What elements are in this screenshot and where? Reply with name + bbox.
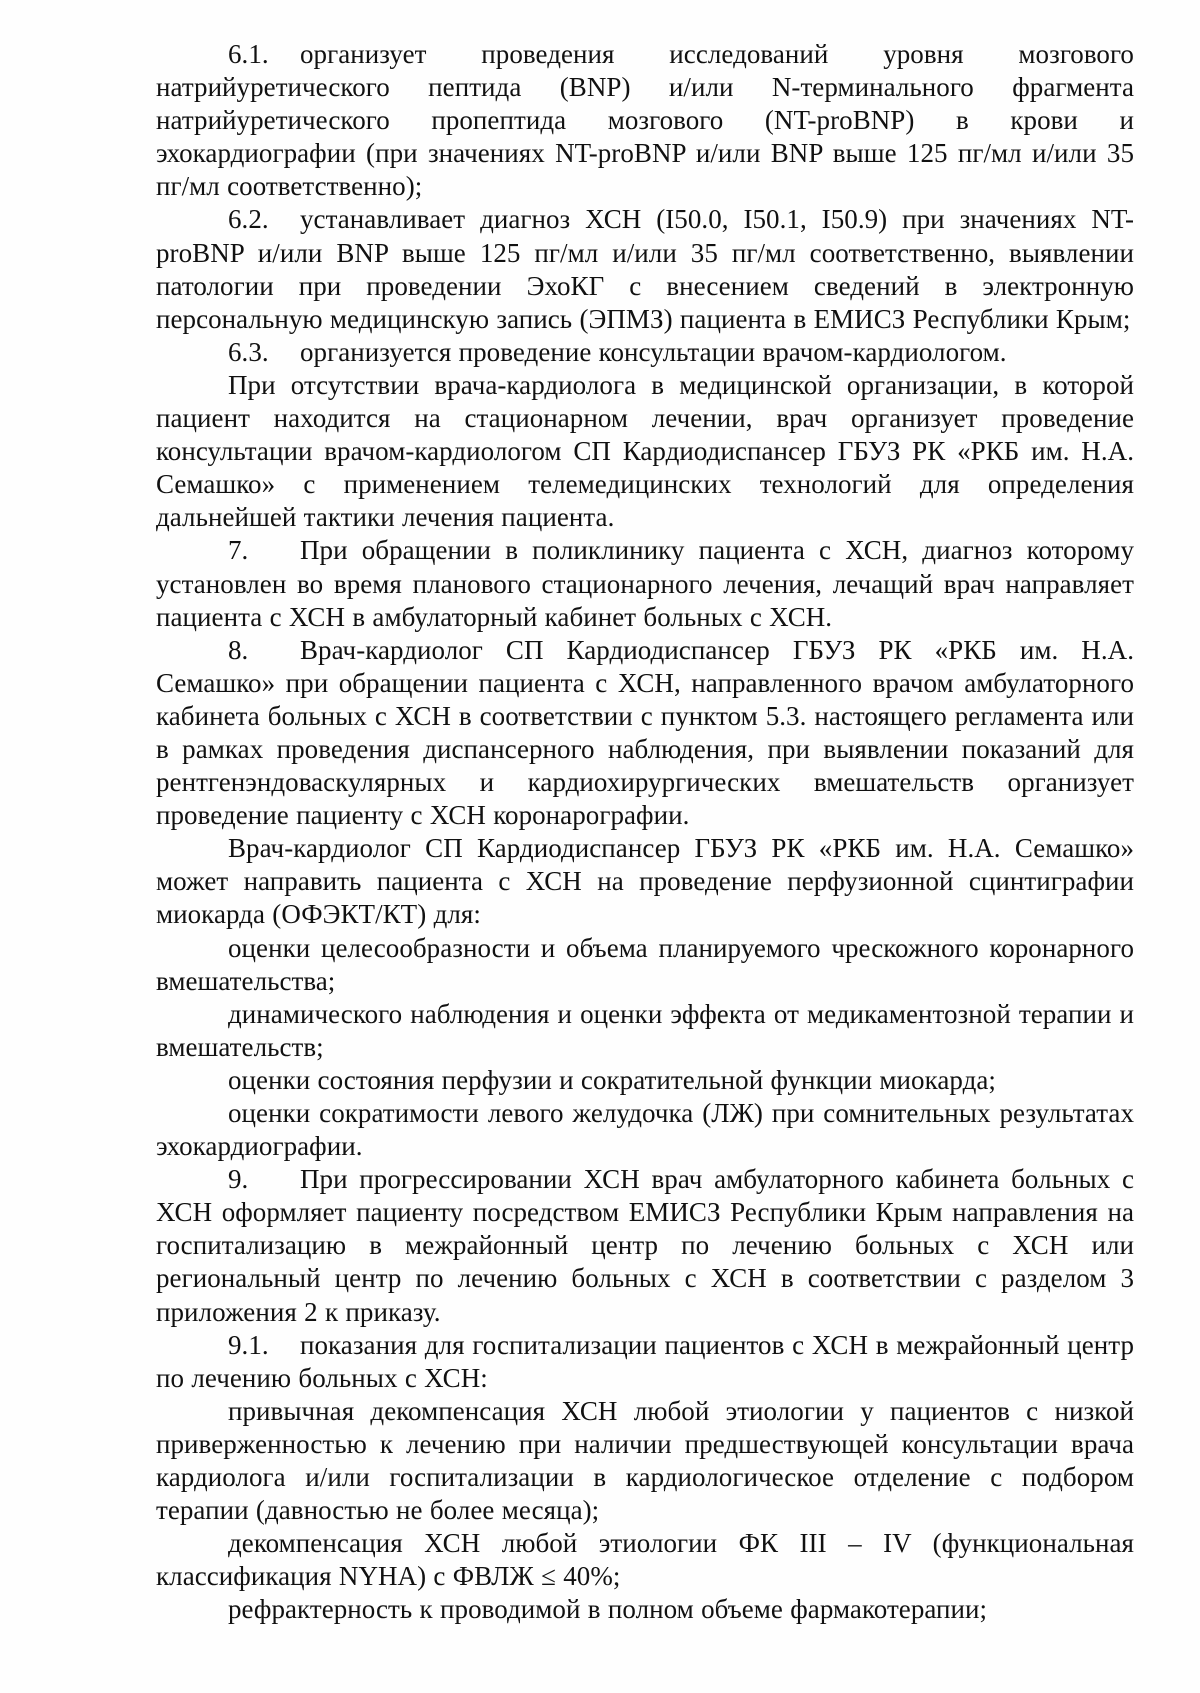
paragraph-7 (156, 534, 1134, 633)
paragraph-9-1 (156, 1329, 1134, 1395)
paragraph-8 (156, 634, 1134, 833)
paragraph-number: 6.2. (228, 204, 269, 235)
paragraph-text: организует проведения исследований уровня мозгового натрийуретического пептида (BNP) и/или N-терминального фрагмента натрийуретического пропептида мозгового (NT-proBNP) в крови и эхокардиографии (при значениях NT-proBNP и/или BNP выше 125 пг/мл и/или 35 пг/мл соответственно); (156, 39, 1134, 202)
paragraph-number: 6.1. (228, 39, 269, 69)
paragraph-number: 9.1. (228, 1329, 269, 1360)
paragraph-6-1 (156, 38, 1134, 203)
paragraph-text: устанавливает диагноз ХСН (I50.0, I50.1, I50.9) при значениях NT-proBNP и/или BNP выше 125 пг/мл и/или 35 пг/мл соответственно, выявлении патологии при проведении ЭхоКГ с внесением сведений в электронную персональную медицинскую запись (ЭПМЗ) пациента в ЕМИСЗ Республики Крым; (156, 204, 1134, 334)
paragraph-text: показания для госпитализации пациентов с ХСН в межрайонный центр по лечению больных с ХСН: (156, 1329, 1134, 1393)
paragraph-scintigraphy: Врач-кардиолог СП Кардиодиспансер ГБУЗ РК «РКБ им. Н.А. Семашко» может направить пациента с ХСН на проведение перфузионной сцинтиграфии миокарда (ОФЭКТ/КТ) для: (156, 833, 1134, 930)
list-item-hospitalization-indication: декомпенсация ХСН любой этиологии ФК III – IV (функциональная классификация NYHA) с ФВЛЖ ≤ 40%; (156, 1528, 1134, 1592)
paragraph-6-2 (156, 203, 1134, 335)
paragraph-text: При прогрессировании ХСН врач амбулаторного кабинета больных с ХСН оформляет пациенту посредством ЕМИСЗ Республики Крым направления на госпитализацию в межрайонный центр по лечению больных с ХСН или региональный центр по лечению больных с ХСН в соответствии с разделом 3 приложения 2 к приказу. (156, 1164, 1134, 1327)
document-body (156, 38, 1134, 1627)
list-item-scintigraphy-purpose: оценки сократимости левого желудочка (ЛЖ) при сомнительных результатах эхокардиографии. (156, 1098, 1134, 1162)
paragraph-text: Врач-кардиолог СП Кардиодиспансер ГБУЗ РК «РКБ им. Н.А. Семашко» при обращении пациента с ХСН, направленного врачом амбулаторного кабинета больных с ХСН в соответствии с пунктом 5.3. настоящего регламента или в рамках проведения диспансерного наблюдения, при выявлении показаний для рентгенэндоваскулярных и кардиохирургических вмешательств организует проведение пациенту с ХСН коронарографии. (156, 634, 1134, 831)
list-item-hospitalization-indication: рефрактерность к проводимой в полном объеме фармакотерапии; (228, 1594, 988, 1625)
paragraph-number: 7. (228, 535, 249, 566)
paragraph-text: организуется проведение консультации врачом-кардиологом. (300, 336, 1007, 367)
paragraph-number: 6.3. (228, 336, 269, 367)
paragraph-number: 9. (228, 1164, 249, 1195)
paragraph-no-cardiologist: При отсутствии врача-кардиолога в медицинской организации, в которой пациент находится на стационарном лечении, врач организует проведение консультации врачом-кардиологом СП Кардиодиспансер ГБУЗ РК «РКБ им. Н.А. Семашко» с применением телемедицинских технологий для определения дальнейшей тактики лечения пациента. (156, 369, 1134, 533)
list-item-scintigraphy-purpose: динамического наблюдения и оценки эффекта от медикаментозной терапии и вмешательств; (156, 998, 1134, 1062)
paragraph-6-3 (156, 336, 1134, 369)
paragraph-9 (156, 1163, 1134, 1328)
list-item-hospitalization-indication: привычная декомпенсация ХСН любой этиологии у пациентов с низкой приверженностью к лечению при наличии предшествующей консультации врача кардиолога и/или госпитализации в кардиологическое отделение с подбором терапии (давностью не более месяца); (156, 1395, 1134, 1526)
paragraph-text: При обращении в поликлинику пациента с ХСН, диагноз которому установлен во время планового стационарного лечения, лечащий врач направляет пациента с ХСН в амбулаторный кабинет больных с ХСН. (156, 535, 1134, 632)
list-item-scintigraphy-purpose: оценки состояния перфузии и сократительной функции миокарда; (228, 1064, 996, 1095)
paragraph-number: 8. (228, 634, 249, 665)
list-item-scintigraphy-purpose: оценки целесообразности и объема планируемого чрескожного коронарного вмешательства; (156, 932, 1134, 996)
